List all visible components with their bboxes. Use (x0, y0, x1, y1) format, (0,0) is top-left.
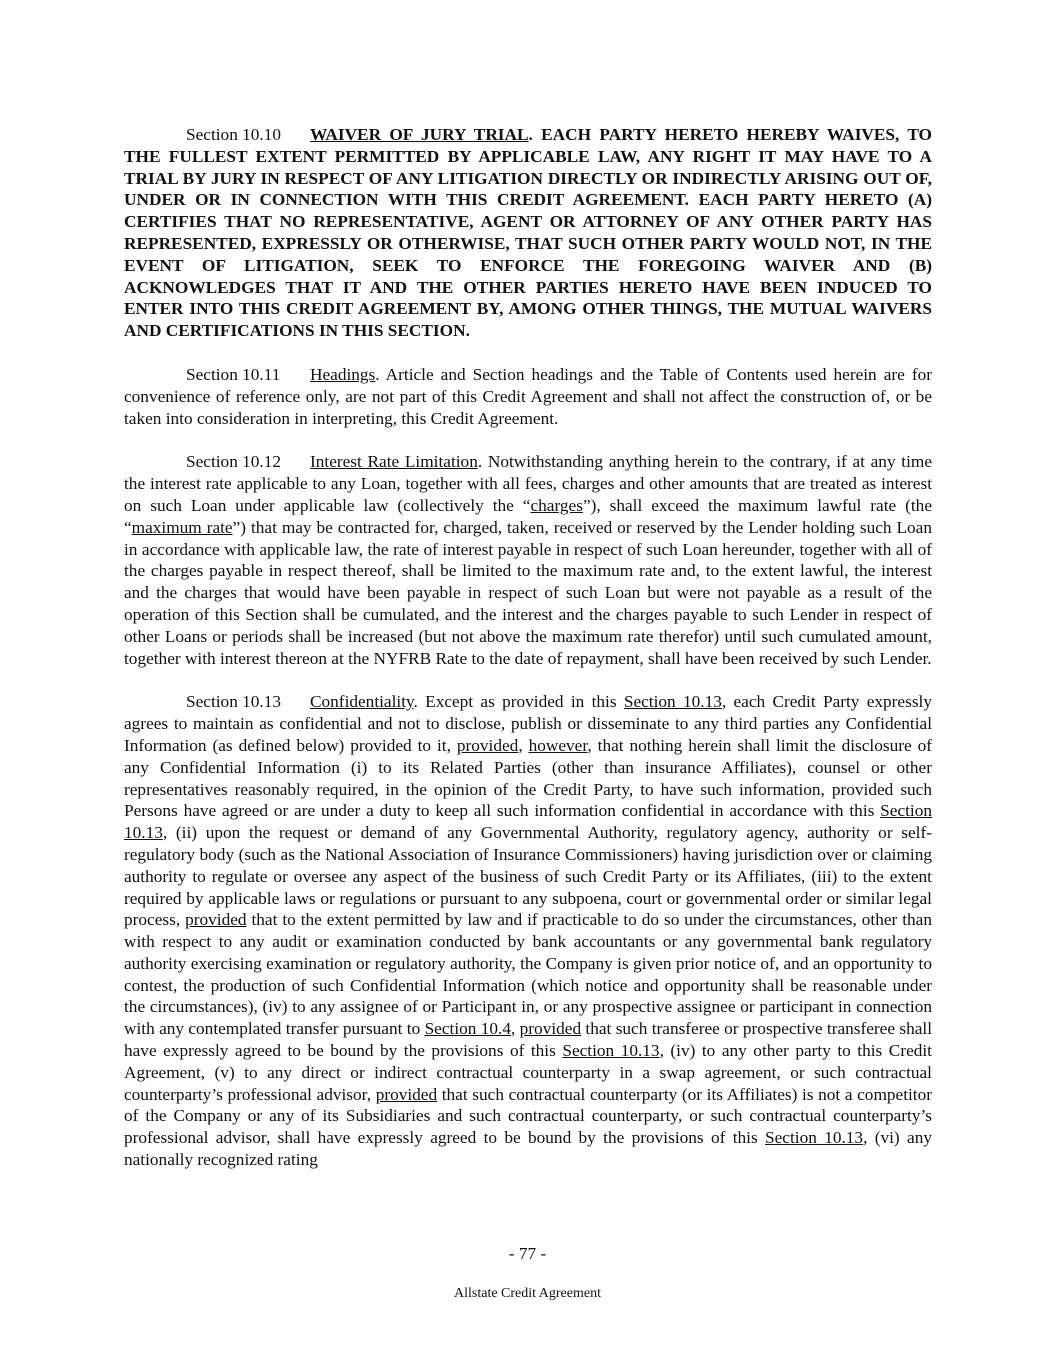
document-page (124, 124, 932, 1193)
section-text: ”) that may be contracted for, charged, taken, received or reserved by the Lender holding such Loan in accordance with applicable law, the rate of interest payable in respect of such Loan hereunder, together with all of the charges payable in respect thereof, shall be limited to the maximum rate and, to the extent lawful, the interest and the charges that would have been payable in respect of such Loan but were not payable as a result of the operation of this Section shall be cumulated, and the interest and the charges payable to such Lender in respect of other Loans or periods shall be increased (but not above the maximum rate therefor) until such cumulated amount, together with interest thereon at the NYFRB Rate to the date of repayment, shall have been received by such Lender. (124, 517, 932, 668)
section-text: , (vi) any nationally recognized rating (124, 1128, 932, 1170)
section-body: . Article and Section headings and the Table of Contents used herein are for convenience of reference only, are not part of this Credit Agreement and shall not affect the construction of, or be taken into consideration in interpreting, this Credit Agreement. (124, 364, 932, 428)
section-text: , (510, 1019, 520, 1039)
section-10-10 (124, 124, 932, 342)
section-text: , (518, 735, 529, 755)
section-number: Section 10.11 (186, 364, 281, 384)
defined-term-maximum-rate: maximum rate (131, 517, 233, 537)
section-heading: Confidentiality (310, 692, 414, 712)
section-heading: Headings (310, 364, 376, 384)
cross-reference: Section 10.13 (765, 1128, 864, 1148)
proviso-term: however (528, 735, 588, 755)
page-number: - 77 - (508, 1244, 547, 1263)
section-text: . Notwithstanding anything herein to the contrary, if at any time the interest rate applicable to any Loan, together with all fees, charges and other amounts that are treated as interest on such Loan under applicable law (collectively the “ (124, 452, 932, 515)
proviso-term: provided (519, 1019, 582, 1039)
proviso-term: provided (185, 910, 247, 930)
section-10-13 (124, 691, 932, 1171)
section-text: that such transferee or prospective transferee shall have expressly agreed to be bound by the provisions of this (124, 1019, 933, 1061)
section-text: ”), shall exceed the maximum lawful rate (the “ (124, 495, 932, 537)
section-text: . Except as provided in this (413, 692, 624, 712)
section-10-11 (124, 364, 932, 429)
section-heading: WAIVER OF JURY TRIAL (310, 125, 529, 144)
section-text: , each Credit Party expressly agrees to maintain as confidential and not to disclose, publish or disseminate to any third parties any Confidential Information (as defined below) provided to it, (124, 692, 932, 755)
cross-reference: Section 10.13 (562, 1041, 660, 1061)
cross-reference: Section 10.13 (124, 801, 932, 843)
section-number: Section 10.13 (186, 692, 282, 712)
cross-reference: Section 10.4 (424, 1019, 511, 1039)
section-text: that such contractual counterparty (or its Affiliates) is not a competitor of the Company or any of its Subsidiaries and such contractual counterparty, or such contractual counterparty’s professional advisor, shall have expressly agreed to be bound by the provisions of this (124, 1084, 932, 1148)
cross-reference: Section 10.13 (623, 692, 722, 712)
section-10-12 (124, 451, 932, 669)
section-text: , (ii) upon the request or demand of any Governmental Authority, regulatory agency, authority or self-regulatory body (such as the National Association of Insurance Commissioners) having jurisdiction over or claiming authority to regulate or oversee any aspect of the business of such Credit Party or its Affiliates, (iii) to the extent required by applicable laws or regulations or pursuant to any subpoena, court or governmental order or similar legal process, (124, 823, 932, 930)
section-text: , (iv) to any other party to this Credit Agreement, (v) to any direct or indirect contractual counterparty in a swap agreement, or such contractual counterparty’s professional advisor, (124, 1041, 932, 1104)
section-heading: Interest Rate Limitation (310, 452, 478, 472)
section-number: Section 10.10 (186, 125, 282, 144)
defined-term-charges: charges (530, 495, 583, 515)
proviso-term: provided (456, 735, 519, 755)
document-title-footer: Allstate Credit Agreement (454, 1286, 601, 1301)
proviso-term: provided (375, 1084, 438, 1104)
section-body: . EACH PARTY HERETO HEREBY WAIVES, TO THE FULLEST EXTENT PERMITTED BY APPLICABLE LAW, ANY RIGHT IT MAY HAVE TO A TRIAL BY JURY IN RESPECT OF ANY LITIGATION DIRECTLY OR INDIRECTLY ARISING OUT OF, UNDER OR IN CONNECTION WITH THIS CREDIT AGREEMENT. EACH PARTY HERETO (A) CERTIFIES THAT NO REPRESENTATIVE, AGENT OR ATTORNEY OF ANY OTHER PARTY HAS REPRESENTED, EXPRESSLY OR OTHERWISE, THAT SUCH OTHER PARTY WOULD NOT, IN THE EVENT OF LITIGATION, SEEK TO ENFORCE THE FOREGOING WAIVER AND (B) ACKNOWLEDGES THAT IT AND THE OTHER PARTIES HERETO HAVE BEEN INDUCED TO ENTER INTO THIS CREDIT AGREEMENT BY, AMONG OTHER THINGS, THE MUTUAL WAIVERS AND CERTIFICATIONS IN THIS SECTION. (124, 125, 932, 341)
section-number: Section 10.12 (186, 452, 282, 472)
section-text: , that nothing herein shall limit the disclosure of any Confidential Information (i) to its Related Parties (other than insurance Affiliates), counsel or other representatives reasonably required, in the opinion of the Credit Party, to have such information, provided such Persons have agreed or are under a duty to keep all such information confidential in accordance with this (124, 735, 932, 821)
section-text: that to the extent permitted by law and if practicable to do so under the circumstances, other than with respect to any audit or examination conducted by bank accountants or any governmental bank regulatory authority exercising examination or regulatory authority, the Company is given prior notice of, and an opportunity to contest, the production of such Confidential Information (which notice and opportunity shall be reasonable under the circumstances), (iv) to any assignee of or Participant in, or any prospective assignee or participant in connection with any contemplated transfer pursuant to (124, 910, 932, 1039)
